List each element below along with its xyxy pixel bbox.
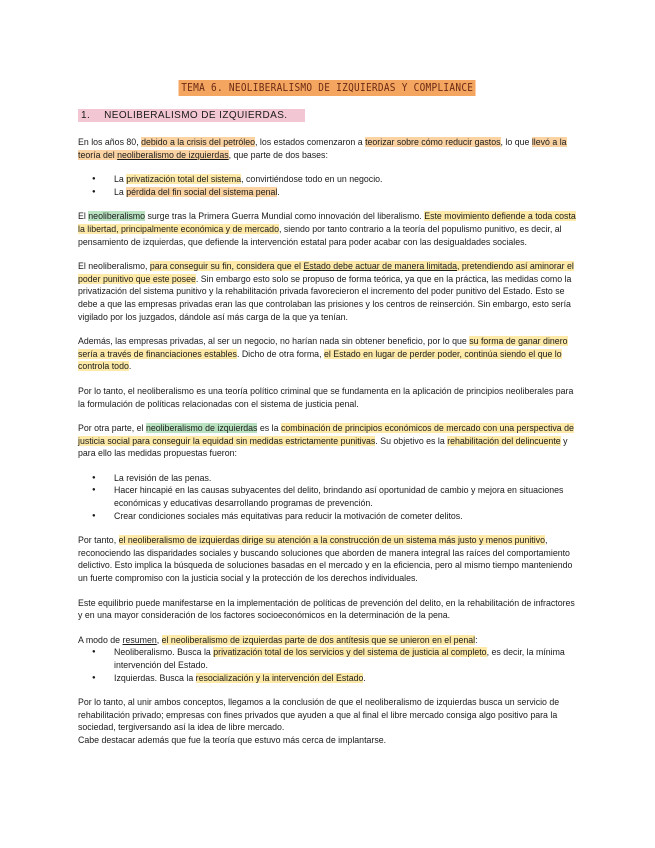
paragraph-6 <box>78 422 578 460</box>
text: , que parte de dos bases: <box>228 149 328 160</box>
text: . <box>128 361 132 372</box>
text: Por otra parte, el <box>78 423 146 434</box>
highlight: pérdida del fin social del sistema penal <box>126 186 278 197</box>
highlight: debido a la crisis del petróleo <box>141 137 256 147</box>
text: Neoliberalismo. Busca la <box>114 647 214 658</box>
highlight: Este movimiento defiende a toda costa la libertad, principalmente económica y de mercado <box>78 211 576 234</box>
bullet-list-2 <box>78 472 578 522</box>
highlight-underlined: Estado debe actuar de manera limitada <box>303 261 457 272</box>
highlight: privatización total de los servicios y del sistema de justicia al completo <box>213 647 487 658</box>
highlight: rehabilitación del delincuente <box>447 435 561 446</box>
paragraph-5: Por lo tanto, el neoliberalismo es una teoría político criminal que se fundamenta en la aplicación de principios neoliberales para la formulación de políticas relacionadas con el sistema de justicia penal. <box>78 385 574 409</box>
highlight: el neoliberalismo de izquierdas dirige su atención a la construcción de un sistema más justo y menos punitivo <box>118 535 545 546</box>
document-title: TEMA 6. NEOLIBERALISMO DE IZQUIERDAS Y COMPLIANCE <box>179 80 476 96</box>
text: La <box>114 186 127 197</box>
highlight: neoliberalismo <box>88 211 146 222</box>
text: , convirtiéndose todo en un negocio. <box>241 174 383 185</box>
paragraph-2 <box>78 210 578 248</box>
paragraph-3 <box>78 260 578 323</box>
text: El neoliberalismo, <box>78 261 150 272</box>
list-item <box>114 173 578 186</box>
bullet-list-3 <box>78 646 578 684</box>
highlight: resocialización y la intervención del Estado <box>195 672 364 683</box>
text: La <box>114 174 127 185</box>
text: . <box>363 672 366 683</box>
underlined-text: resumen <box>122 634 157 645</box>
text: Por lo tanto, al unir ambos conceptos, llegamos a la conclusión de que el neoliberalismo de izquierdas busca un servicio de rehabilitación privado; empresas con fines privados que ayuden a que al final el libre mercado consiga algo positivo para la sociedad, tergiversando así la idea de libre mercado. <box>78 697 560 733</box>
list-item <box>114 672 578 685</box>
highlight: para conseguir su fin, considera que el <box>149 261 304 272</box>
text: , los estados comenzaron a <box>255 137 366 147</box>
text: Por tanto, <box>78 535 119 546</box>
bullet-list-1 <box>78 173 578 198</box>
document-body <box>78 136 578 759</box>
paragraph-4 <box>78 335 578 373</box>
list-item <box>114 646 578 671</box>
paragraph-7 <box>78 534 578 584</box>
text: , reconociendo las disparidades sociales y buscando soluciones que aborden de manera integral las raíces del comportamiento delictivo. Esto implica la búsqueda de soluciones basadas en el mercado y en la eficiencia, pero al mismo tiempo manteniendo un fuerte compromiso con la justicia social y la protección de los derechos individuales. <box>78 535 573 584</box>
text: y para ello las medidas propuestas fueron: <box>78 435 568 459</box>
text: , <box>156 634 162 645</box>
paragraph-8: Este equilibrio puede manifestarse en la implementación de políticas de prevención del delito, en la rehabilitación de infractores y en una mayor consideración de los factores socioeconómicos en la determinación de la pena. <box>78 597 575 621</box>
text: Cabe destacar además que fue la teoría que estuvo más cerca de implantarse. <box>78 734 387 745</box>
list-item: ● Crear condiciones sociales más equitativas para reducir la motivación de cometer delitos. <box>114 510 578 523</box>
highlight: su forma de ganar dinero sería a través de financiaciones estables <box>78 336 568 359</box>
list-item: ● La revisión de las penas. <box>114 472 578 485</box>
text: : <box>475 634 478 645</box>
text: El <box>78 211 89 222</box>
list-item <box>114 186 578 199</box>
text: En los años 80, <box>78 137 142 147</box>
section-label: NEOLIBERALISMO DE IZQUIERDAS. <box>104 110 288 121</box>
text: es la <box>257 423 281 434</box>
highlight: llevó a la teoría del <box>78 137 567 160</box>
paragraph-10 <box>78 696 578 746</box>
paragraph-9 <box>78 634 578 647</box>
text: , siendo por tanto contrario a la teoría del populismo punitivo, es decir, al pensamiento de izquierdas, que defiende la intervención estatal para poder acabar con las desigualdades sociales. <box>78 223 562 247</box>
text: . Su objetivo es la <box>375 435 448 446</box>
highlight: el Estado en lugar de perder poder, continúa siendo el que lo controla todo <box>78 348 562 372</box>
highlight: neoliberalismo de izquierdas <box>145 423 258 434</box>
highlight-underlined: neoliberalismo de izquierdas <box>117 149 229 160</box>
section-number: 1. <box>81 110 91 121</box>
list-item: ● Hacer hincapié en las causas subyacentes del delito, brindando así oportunidad de cambio y mejora en situaciones económicas y educativas desarrollando programas de prevención. <box>114 484 578 509</box>
text: . Sin embargo esto solo se propuso de forma teórica, ya que en la práctica, las medidas como la privatización del sistema punitivo y la rehabilitación privada favorecieron el incremento del poder punitivo del Estado. Esto se debe a que las empresas privadas eran las que controlaban las prisiones y los centros de reinserción. Sin embargo, esto sería vigilado por los juzgados, dándole así más carga de la que ya tenían. <box>78 273 572 322</box>
text: . <box>277 186 280 197</box>
text: surge tras la Primera Guerra Mundial como innovación del liberalismo. <box>145 211 425 222</box>
highlight: combinación de principios económicos de mercado con una perspectiva de justicia social para conseguir la equidad sin medidas estrictamente punitivas <box>78 423 574 446</box>
highlight: el neoliberalismo de izquierdas parte de dos antítesis que se unieron en el penal <box>161 634 476 645</box>
text: A modo de <box>78 634 123 645</box>
section-heading <box>78 109 305 122</box>
text: , es decir, la mínima intervención del Estado. <box>114 647 565 670</box>
paragraph-1 <box>78 136 578 161</box>
text: Además, las empresas privadas, al ser un negocio, no harían nada sin obtener beneficio, por lo que <box>78 336 470 347</box>
highlight: privatización total del sistema <box>126 174 242 185</box>
text: , lo que <box>500 137 532 147</box>
highlight: teorizar sobre cómo reducir gastos <box>365 137 501 147</box>
text: . Dicho de otra forma, <box>236 348 324 359</box>
highlight: , pretendiendo así aminorar el poder punitivo que este posee <box>78 261 574 284</box>
text: Izquierdas. Busca la <box>114 672 196 683</box>
title-wrap <box>0 78 655 96</box>
